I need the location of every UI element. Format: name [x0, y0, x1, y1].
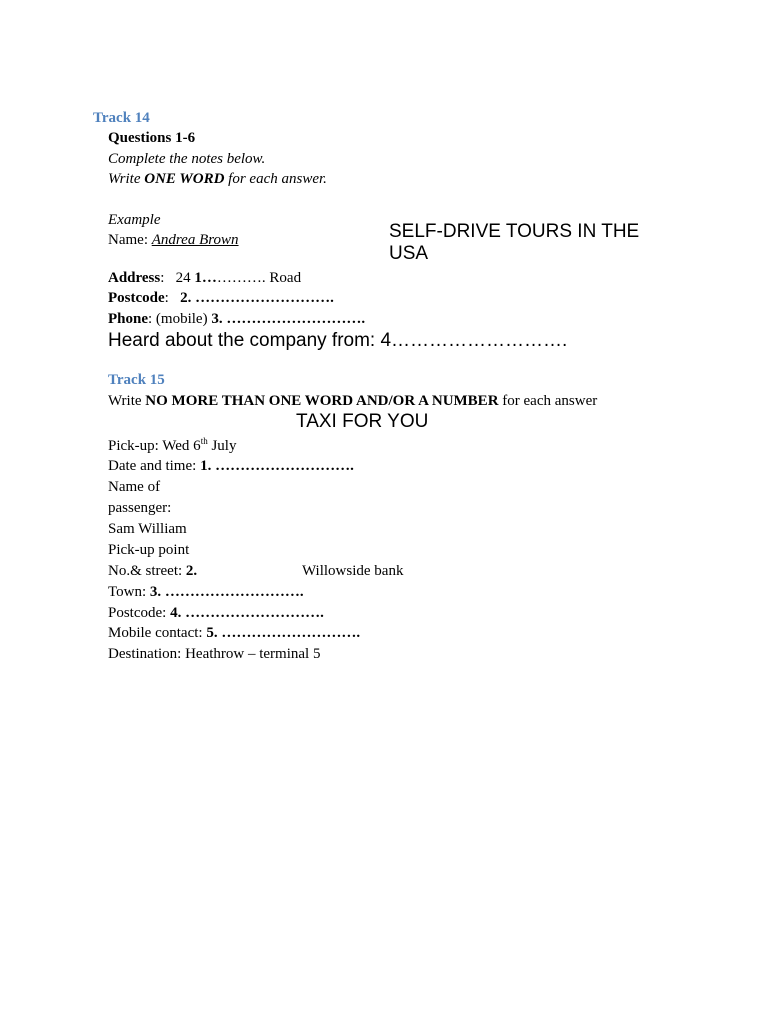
pickup-point-label: Pick-up point	[108, 542, 190, 558]
name-of-label: Name of	[108, 479, 161, 495]
track-15-instruction: Write NO MORE THAN ONE WORD AND/OR A NUMBER for each answer	[108, 393, 598, 409]
instruction-complete-notes: Complete the notes below.	[108, 151, 266, 167]
mobile-contact-line: Mobile contact: 5. ……………………….	[108, 625, 361, 641]
passenger-name: Sam William	[108, 521, 187, 537]
passenger-label: passenger:	[108, 500, 172, 516]
destination-line: Destination: Heathrow – terminal 5	[108, 646, 321, 662]
date-time-line: Date and time: 1. ……………………….	[108, 458, 354, 474]
track-15-heading: Track 15	[108, 372, 165, 388]
example-name-line: Name: Andrea Brown	[108, 232, 239, 248]
address-line: Address: 24 1…………. Road	[108, 270, 302, 286]
questions-label: Questions 1-6	[108, 130, 196, 146]
postcode-line-taxi: Postcode: 4. ……………………….	[108, 605, 324, 621]
form-title-self-drive: SELF-DRIVE TOURS IN THE USA	[389, 221, 640, 264]
instruction-one-word: Write ONE WORD for each answer.	[108, 171, 327, 187]
form-title-taxi: TAXI FOR YOU	[296, 411, 429, 432]
phone-line: Phone: (mobile) 3. ……………………….	[108, 311, 366, 327]
street-line: No.& street: 2.	[108, 563, 198, 579]
example-label: Example	[108, 212, 161, 228]
town-line: Town: 3. ……………………….	[108, 584, 304, 600]
pickup-date-line: Pick-up: Wed 6th July	[108, 436, 237, 454]
street-value: Willowside bank	[302, 563, 404, 579]
postcode-line: Postcode: 2. ……………………….	[108, 290, 334, 306]
heard-about-line: Heard about the company from: 4……………………….	[108, 330, 568, 351]
track-14-heading: Track 14	[93, 110, 150, 126]
example-name-value: Andrea Brown	[151, 232, 239, 248]
